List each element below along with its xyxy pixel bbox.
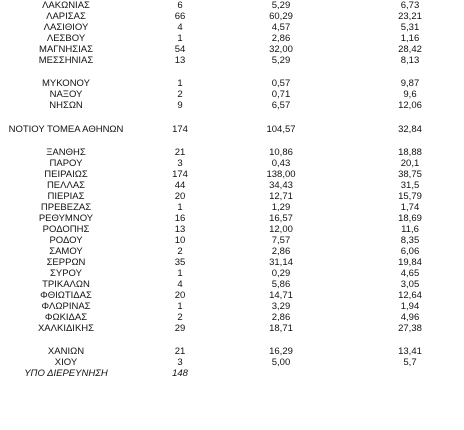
region-name: ΧΑΛΚΙΔΙΚΗΣ [37,323,95,334]
table-row [0,22,464,33]
table-row [0,312,464,323]
table-row [0,78,464,89]
value-col-1: 2,86 [271,246,291,257]
region-name: ΛΕΣΒΟΥ [46,33,86,44]
value-col-1: 60,29 [269,11,293,22]
case-count: 148 [172,368,188,379]
table-row [0,357,464,368]
region-name: ΣΥΡΟΥ [50,268,82,279]
value-col-2: 32,84 [398,124,422,135]
region-name: ΦΩΚΙΔΑΣ [44,312,88,323]
value-col-1: 12,71 [269,191,293,202]
table-row [0,180,464,191]
value-col-2: 12,64 [398,290,422,301]
table-row [0,257,464,268]
region-name: ΧΙΟΥ [54,357,78,368]
value-col-2: 1,74 [400,202,420,213]
table-row [0,202,464,213]
case-count: 1 [177,33,183,44]
table-row [0,124,464,135]
table-row [0,33,464,44]
region-name: ΡΟΔΟΥ [49,235,83,246]
region-name: ΝΑΞΟΥ [49,89,83,100]
region-name: ΛΑΡΙΣΑΣ [46,11,86,22]
value-col-2: 38,75 [398,169,422,180]
table-row [0,100,464,111]
value-col-2: 8,35 [400,235,420,246]
value-col-1: 14,71 [269,290,293,301]
table-row [0,0,464,11]
region-name: ΣΕΡΡΩΝ [46,257,86,268]
value-col-1: 0,43 [271,158,291,169]
table-row [0,268,464,279]
case-count: 6 [177,0,183,11]
case-count: 21 [174,147,186,158]
value-col-1: 0,71 [271,89,291,100]
value-col-2: 23,21 [398,11,422,22]
case-count: 16 [174,213,186,224]
region-name: ΜΕΣΣΗΝΙΑΣ [38,55,94,66]
value-col-1: 104,57 [266,124,296,135]
value-col-2: 27,38 [398,323,422,334]
value-col-1: 5,86 [271,279,291,290]
value-col-2: 15,79 [398,191,422,202]
value-col-2: 31,5 [400,180,420,191]
value-col-1: 10,86 [269,147,293,158]
region-name: ΛΑΚΩΝΙΑΣ [42,0,90,11]
region-name: ΠΕΙΡΑΙΩΣ [44,169,88,180]
value-col-2: 18,88 [398,147,422,158]
value-col-1: 5,29 [271,0,291,11]
region-name: ΠΙΕΡΙΑΣ [47,191,85,202]
region-name: ΛΑΣΙΘΙΟΥ [43,22,89,33]
region-name: ΠΑΡΟΥ [49,158,83,169]
value-col-1: 5,29 [271,55,291,66]
value-col-1: 31,14 [269,257,293,268]
region-name: ΦΘΙΩΤΙΔΑΣ [40,290,92,301]
value-col-1: 12,00 [269,224,293,235]
case-count: 174 [172,169,188,180]
value-col-2: 1,16 [400,33,420,44]
case-count: 29 [174,323,186,334]
case-count: 10 [174,235,186,246]
value-col-2: 4,96 [400,312,420,323]
region-name: ΧΑΝΙΩΝ [47,346,85,357]
region-name: ΥΠΟ ΔΙΕΡΕΥΝΗΣΗ [24,368,108,379]
region-name: ΜΥΚΟΝΟΥ [42,78,90,89]
table-row [0,169,464,180]
region-name: ΠΡΕΒΕΖΑΣ [40,202,92,213]
table-row [0,346,464,357]
case-count: 174 [172,124,188,135]
case-count: 44 [174,180,186,191]
table-row [0,55,464,66]
case-count: 4 [177,279,183,290]
value-col-2: 6,73 [400,0,420,11]
table-row [0,224,464,235]
value-col-1: 32,00 [269,44,293,55]
region-name: ΠΕΛΛΑΣ [46,180,86,191]
value-col-1: 18,71 [269,323,293,334]
value-col-2: 3,05 [400,279,420,290]
region-name: ΡΕΘΥΜΝΟΥ [38,213,94,224]
value-col-2: 1,94 [400,301,420,312]
region-name: ΡΟΔΟΠΗΣ [42,224,90,235]
case-count: 2 [177,246,183,257]
value-col-1: 2,86 [271,312,291,323]
case-count: 1 [177,78,183,89]
value-col-1: 34,43 [269,180,293,191]
table-row [0,191,464,202]
case-count: 21 [174,346,186,357]
case-count: 9 [177,100,183,111]
value-col-2: 19,84 [398,257,422,268]
region-name: ΜΑΓΝΗΣΙΑΣ [39,44,93,55]
region-name: ΤΡΙΚΑΛΩΝ [42,279,90,290]
table-row [0,44,464,55]
region-name: ΞΑΝΘΗΣ [46,147,86,158]
value-col-2: 18,69 [398,213,422,224]
case-count: 4 [177,22,183,33]
table-row [0,290,464,301]
table-row [0,279,464,290]
case-count: 66 [174,11,186,22]
case-count: 3 [177,158,183,169]
value-col-1: 6,57 [271,100,291,111]
table-row [0,235,464,246]
value-col-2: 9,6 [403,89,417,100]
value-col-1: 2,86 [271,33,291,44]
region-name: ΣΑΜΟΥ [49,246,83,257]
region-name: ΝΗΣΩΝ [49,100,83,111]
table-row [0,158,464,169]
case-count: 2 [177,89,183,100]
value-col-2: 9,87 [400,78,420,89]
table-row [0,11,464,22]
table-row [0,147,464,158]
case-count: 20 [174,191,186,202]
case-count: 3 [177,357,183,368]
value-col-1: 16,29 [269,346,293,357]
value-col-2: 12,06 [398,100,422,111]
case-count: 1 [177,301,183,312]
case-count: 54 [174,44,186,55]
case-count: 20 [174,290,186,301]
case-count: 2 [177,312,183,323]
value-col-2: 11,6 [401,224,419,235]
table-row [0,323,464,334]
region-name: ΦΛΩΡΙΝΑΣ [41,301,91,312]
table-row-under-investigation [0,368,464,379]
value-col-2: 4,65 [400,268,420,279]
value-col-1: 7,57 [271,235,291,246]
case-count: 13 [174,224,186,235]
case-count: 35 [174,257,186,268]
case-count: 1 [177,268,183,279]
value-col-2: 6,06 [400,246,420,257]
value-col-1: 0,57 [271,78,291,89]
table-row [0,246,464,257]
value-col-1: 0,29 [271,268,291,279]
case-count: 1 [177,202,183,213]
value-col-1: 16,57 [269,213,293,224]
value-col-2: 8,13 [400,55,420,66]
region-name: ΝΟΤΙΟΥ ΤΟΜΕΑ ΑΘΗΝΩΝ [8,124,124,135]
value-col-2: 5,7 [403,357,417,368]
value-col-1: 5,00 [271,357,291,368]
table-row [0,301,464,312]
value-col-1: 4,57 [271,22,291,33]
value-col-2: 28,42 [398,44,422,55]
case-count: 13 [174,55,186,66]
value-col-2: 20,1 [400,158,420,169]
value-col-1: 1,29 [271,202,291,213]
value-col-1: 138,00 [266,169,296,180]
value-col-1: 3,29 [271,301,291,312]
value-col-2: 13,41 [398,346,422,357]
table-row [0,89,464,100]
table-row [0,213,464,224]
value-col-2: 5,31 [400,22,420,33]
